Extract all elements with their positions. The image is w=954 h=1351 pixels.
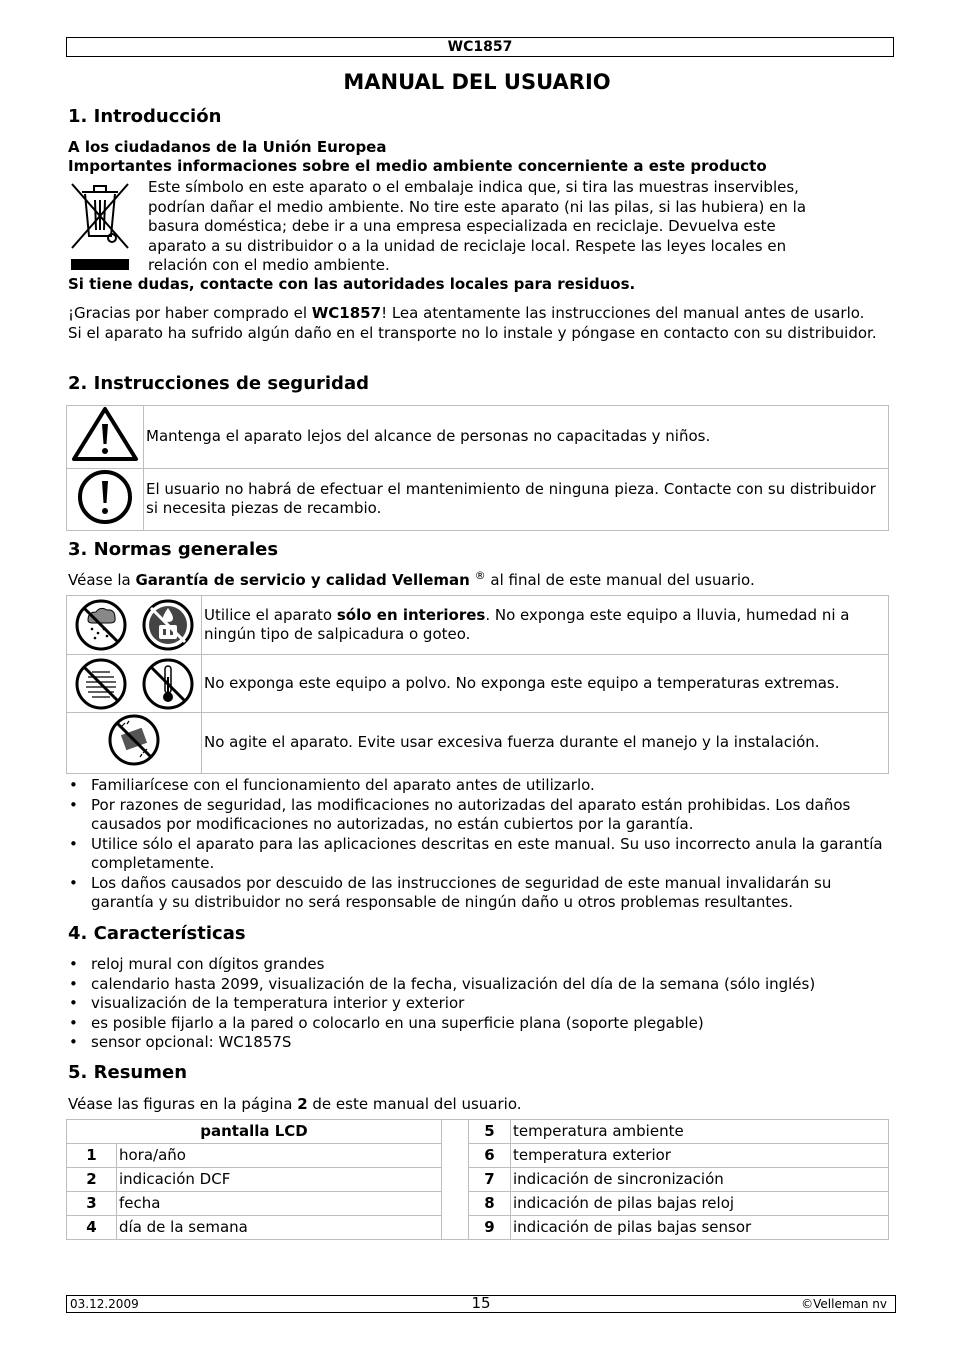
warning-triangle-icon — [67, 406, 144, 469]
legend-number: 3 — [67, 1192, 117, 1216]
table-row — [67, 406, 889, 469]
rule-pre: No agite el aparato. Evite usar excesiva fuerza durante el manejo y la instalación. — [204, 733, 820, 751]
weee-line: Este símbolo en este aparato o el embalaje indica que, si tira las muestras inservibles, — [148, 178, 799, 196]
icon-cell — [67, 713, 202, 774]
rule-pre: No exponga este equipo a polvo. No exponga este equipo a temperaturas extremas. — [204, 673, 840, 692]
no-extreme-temperature-icon — [141, 657, 195, 711]
weee-text — [148, 178, 888, 276]
no-rain-icon — [74, 598, 128, 652]
legend-label: indicación de sincronización — [511, 1168, 889, 1192]
table-row — [67, 1216, 889, 1240]
rule-post: . No exponga este equipo a lluvia, humedad ni a ningún tipo de salpicadura o goteo. — [204, 605, 850, 643]
list-item: • calendario hasta 2099, visualización de la fecha, visualización del día de la semana (sólo inglés) — [68, 975, 886, 995]
weee-line: podrían dañar el medio ambiente. No tire este aparato (ni las pilas, si las hubiera) en la — [148, 197, 807, 216]
legend-number: 5 — [469, 1120, 511, 1144]
safety-table — [66, 405, 889, 531]
table-row — [67, 713, 889, 774]
thanks-model: WC1857 — [311, 304, 382, 322]
rule-text — [202, 655, 889, 713]
legend-number: 2 — [67, 1168, 117, 1192]
safety-text: Mantenga el aparato lejos del alcance de personas no capacitadas y niños. — [144, 406, 889, 469]
section-heading-intro: 1. Introducción — [68, 106, 222, 127]
section-heading-general: 3. Normas generales — [68, 539, 279, 560]
table-row — [67, 468, 889, 531]
document-header — [66, 37, 894, 57]
table-row — [67, 1120, 889, 1144]
list-item: • visualización de la temperatura interior y exterior — [68, 994, 886, 1014]
list-item: • reloj mural con dígitos grandes — [68, 955, 886, 975]
no-dust-icon — [74, 657, 128, 711]
general-intro-post: al final de este manual del usuario. — [485, 571, 755, 589]
summary-page-ref: 2 — [297, 1095, 308, 1113]
table-header: pantalla LCD — [67, 1120, 442, 1144]
list-item: • sensor opcional: WC1857S — [68, 1033, 886, 1053]
legend-label: indicación de pilas bajas sensor — [511, 1216, 889, 1240]
warranty-title: Garantía de servicio y calidad Velleman — [135, 571, 470, 589]
general-intro-pre: Véase la — [68, 571, 136, 589]
thanks-paragraph — [68, 304, 880, 343]
registered-mark: ® — [474, 569, 486, 582]
weee-line: relación con el medio ambiente. — [148, 256, 390, 274]
thanks-pre: ¡Gracias por haber comprado el — [68, 304, 312, 322]
page-title: MANUAL DEL USUARIO — [343, 70, 611, 94]
icon-cell — [67, 655, 202, 713]
legend-number: 9 — [469, 1216, 511, 1240]
weee-line: basura doméstica; debe ir a una empresa especializada en reciclaje. Devuelva este — [148, 217, 776, 235]
summary-intro-pre: Véase las figuras en la página — [68, 1095, 298, 1113]
weee-bin-icon — [68, 178, 132, 274]
lcd-legend-table — [66, 1119, 889, 1240]
table-row — [67, 1168, 889, 1192]
general-table — [66, 595, 889, 774]
table-spacer — [442, 1120, 469, 1240]
legend-label: temperatura exterior — [511, 1144, 889, 1168]
section-heading-features: 4. Características — [68, 923, 246, 944]
legend-label: temperatura ambiente — [511, 1120, 889, 1144]
legend-label: indicación DCF — [117, 1168, 442, 1192]
exclamation-circle-icon — [67, 468, 144, 531]
legend-number: 6 — [469, 1144, 511, 1168]
document-footer — [66, 1295, 896, 1313]
legend-number: 4 — [67, 1216, 117, 1240]
general-intro — [68, 571, 888, 591]
legend-number: 8 — [469, 1192, 511, 1216]
features-bullet-list — [68, 955, 886, 1053]
summary-intro — [68, 1095, 888, 1115]
no-shaking-icon — [107, 713, 161, 767]
rule-text — [202, 713, 889, 774]
summary-intro-post: de este manual del usuario. — [307, 1095, 522, 1113]
eu-heading: A los ciudadanos de la Unión Europea — [68, 138, 387, 156]
page-number: 15 — [471, 1294, 491, 1312]
legend-label: hora/año — [117, 1144, 442, 1168]
list-item: • Utilice sólo el aparato para las aplicaciones descritas en este manual. Su uso incorrecto anula la garantía completamente. — [68, 835, 886, 874]
thanks-post: ! Lea atentamente las instrucciones del manual antes de usarlo. Si el aparato ha sufrido algún daño en el transporte no lo instale y póngase en contacto con su distribuidor. — [68, 304, 877, 342]
legend-number: 1 — [67, 1144, 117, 1168]
table-row — [67, 1144, 889, 1168]
icon-cell — [67, 596, 202, 655]
footer-copyright: ©Velleman nv — [801, 1297, 887, 1311]
safety-text: El usuario no habrá de efectuar el mantenimiento de ninguna pieza. Contacte con su distribuidor si necesita piezas de recambio. — [144, 468, 889, 531]
environment-heading: Importantes informaciones sobre el medio ambiente concerniente a este producto — [68, 157, 767, 175]
list-item: • Los daños causados por descuido de las instrucciones de seguridad de este manual invalidarán su garantía y su distribuidor no será responsable de ningún daño u otros problemas resultantes. — [68, 874, 886, 913]
contact-note: Si tiene dudas, contacte con las autoridades locales para residuos. — [68, 275, 636, 293]
rule-pre: Utilice el aparato — [204, 605, 337, 624]
model-number: WC1857 — [447, 39, 513, 55]
section-heading-summary: 5. Resumen — [68, 1062, 188, 1083]
list-item: • Familiarícese con el funcionamiento del aparato antes de utilizarlo. — [68, 776, 886, 796]
general-bullet-list — [68, 776, 886, 913]
table-row — [67, 596, 889, 655]
section-heading-safety: 2. Instrucciones de seguridad — [68, 373, 369, 394]
table-row — [67, 1192, 889, 1216]
table-row — [67, 655, 889, 713]
footer-date: 03.12.2009 — [70, 1297, 139, 1311]
rule-bold: sólo en interiores — [336, 605, 486, 624]
legend-number: 7 — [469, 1168, 511, 1192]
list-item: • es posible fijarlo a la pared o colocarlo en una superficie plana (soporte plegable) — [68, 1014, 886, 1034]
weee-line: aparato a su distribuidor o a la unidad de reciclaje local. Respete las leyes locales en — [148, 236, 787, 255]
rule-text — [202, 596, 889, 655]
indoor-only-icon — [141, 598, 195, 652]
legend-label: fecha — [117, 1192, 442, 1216]
legend-label: día de la semana — [117, 1216, 442, 1240]
legend-label: indicación de pilas bajas reloj — [511, 1192, 889, 1216]
list-item: • Por razones de seguridad, las modificaciones no autorizadas del aparato están prohibidas. Los daños causados por modificaciones no autorizadas, no están cubiertos por la garantía. — [68, 796, 886, 835]
